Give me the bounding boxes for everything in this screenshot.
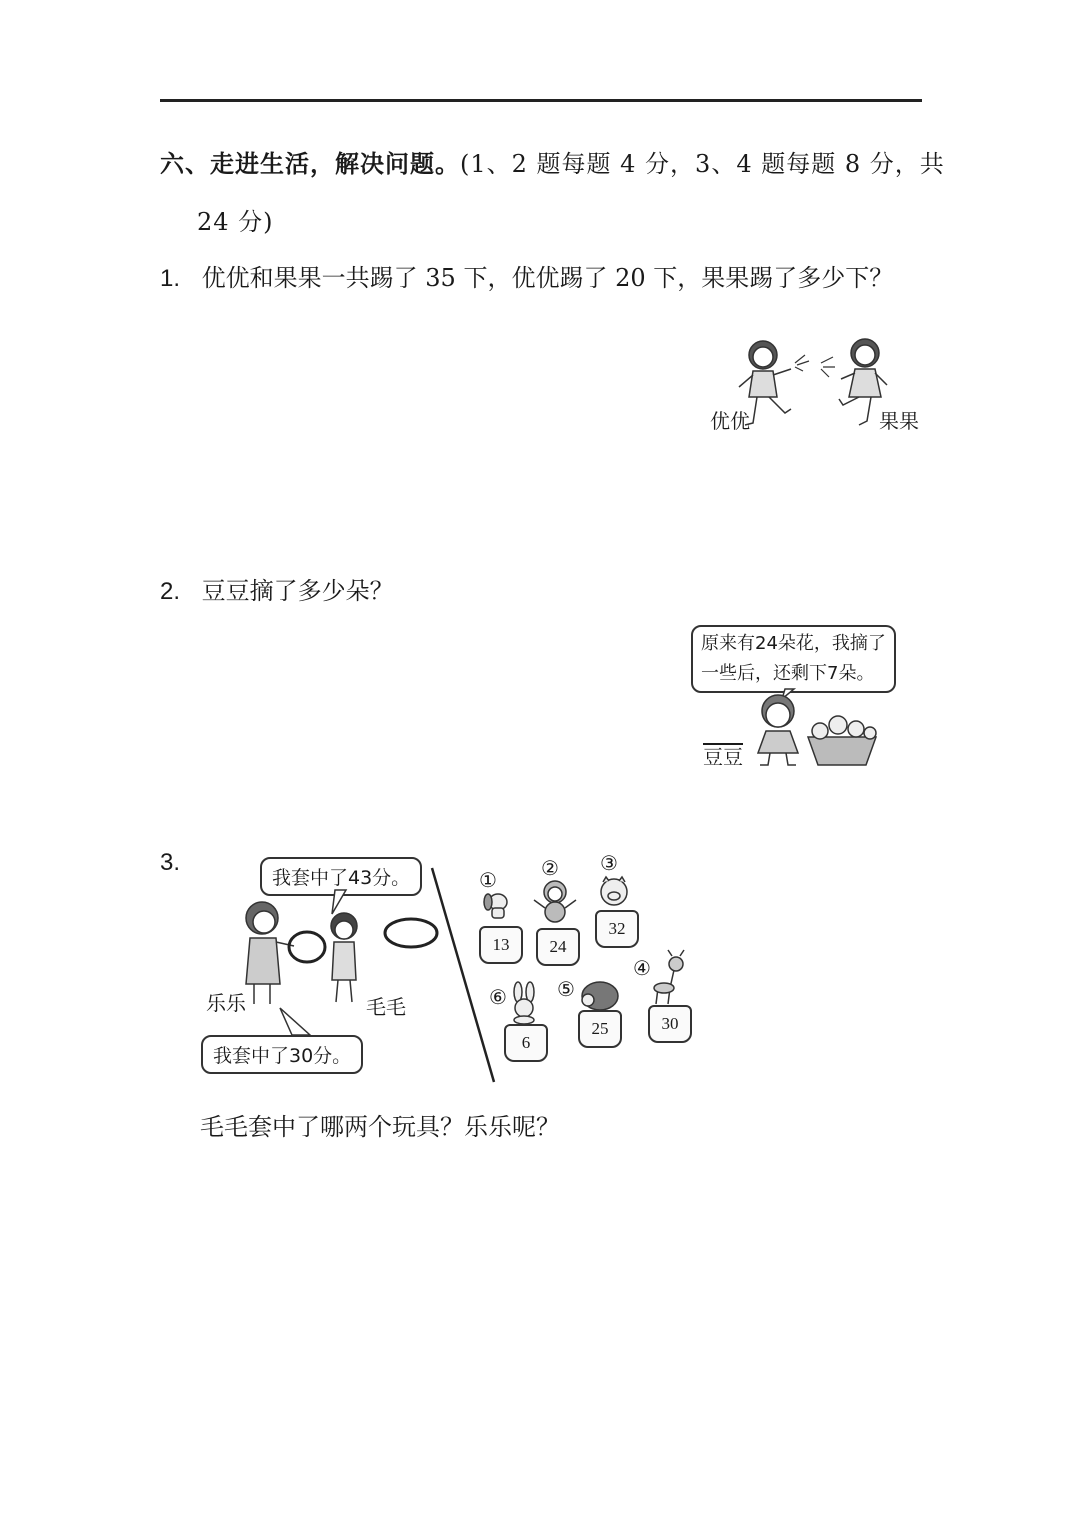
shuttlecock-icon — [795, 355, 835, 377]
toy-1-mark: ① — [479, 868, 497, 892]
toy-5-mark: ⑤ — [557, 977, 575, 1001]
question-3-text: 毛毛套中了哪两个玩具？乐乐呢？ — [200, 1113, 560, 1141]
lele-figure — [246, 902, 294, 1004]
label-youyou: 优优 — [710, 409, 750, 433]
toy-4-bucket: 30 — [648, 1005, 692, 1043]
question-number: 3. — [160, 849, 181, 876]
ring-icon — [289, 932, 325, 962]
hedgehog-icon — [578, 974, 622, 1012]
toy-6-mark: ⑥ — [489, 985, 507, 1009]
speech-bubble-doudou — [691, 625, 896, 693]
question-number: 2. — [160, 578, 181, 605]
header-rule — [160, 99, 922, 102]
toy-5-bucket: 25 — [578, 1010, 622, 1048]
toy-2-bucket: 24 — [536, 928, 580, 966]
ring-toss-scene — [200, 880, 500, 1090]
section-header — [160, 144, 945, 179]
dog-icon — [480, 890, 516, 920]
label-lele: 乐乐 — [206, 991, 246, 1015]
ring-icon — [385, 919, 437, 947]
speech-bubble-lele: 我套中了30分。 — [201, 1035, 363, 1074]
toy-3-bucket: 32 — [595, 910, 639, 948]
bubble-line-1: 原来有24朵花，我摘了 — [701, 633, 886, 654]
toy-1-bucket: 13 — [479, 926, 523, 964]
bubble-line-2: 一些后，还剩下7朵。 — [701, 663, 875, 684]
monkey-icon — [530, 878, 580, 924]
deer-icon — [648, 950, 692, 1006]
section-scoring-cont: 24 分) — [197, 208, 274, 236]
question-2 — [160, 571, 394, 606]
doudou-figure — [758, 695, 798, 765]
section-title: 六、走进生活，解决问题。 — [160, 150, 460, 178]
question-text: 豆豆摘了多少朵？ — [201, 577, 394, 605]
toy-4-mark: ④ — [633, 956, 651, 980]
toy-3-mark: ③ — [600, 851, 618, 875]
pig-icon — [594, 876, 634, 910]
toy-6-bucket: 6 — [504, 1024, 548, 1062]
rabbit-icon — [506, 982, 542, 1024]
toy-2-mark: ② — [541, 856, 559, 880]
maomao-figure — [331, 913, 357, 1002]
label-doudou: 豆豆 — [703, 745, 743, 769]
speech-bubble-maomao: 我套中了43分。 — [260, 857, 422, 896]
question-1 — [160, 258, 893, 293]
question-text: 优优和果果一共踢了 35 下，优优踢了 20 下，果果踢了多少下？ — [201, 264, 894, 292]
label-guoguo: 果果 — [879, 409, 919, 433]
label-maomao: 毛毛 — [366, 995, 406, 1019]
section-scoring: (1、2 题每题 4 分，3、4 题每题 8 分，共 — [460, 150, 945, 178]
flower-basket-icon — [808, 716, 876, 765]
question-number: 1. — [160, 265, 181, 292]
question-3 — [160, 848, 180, 877]
